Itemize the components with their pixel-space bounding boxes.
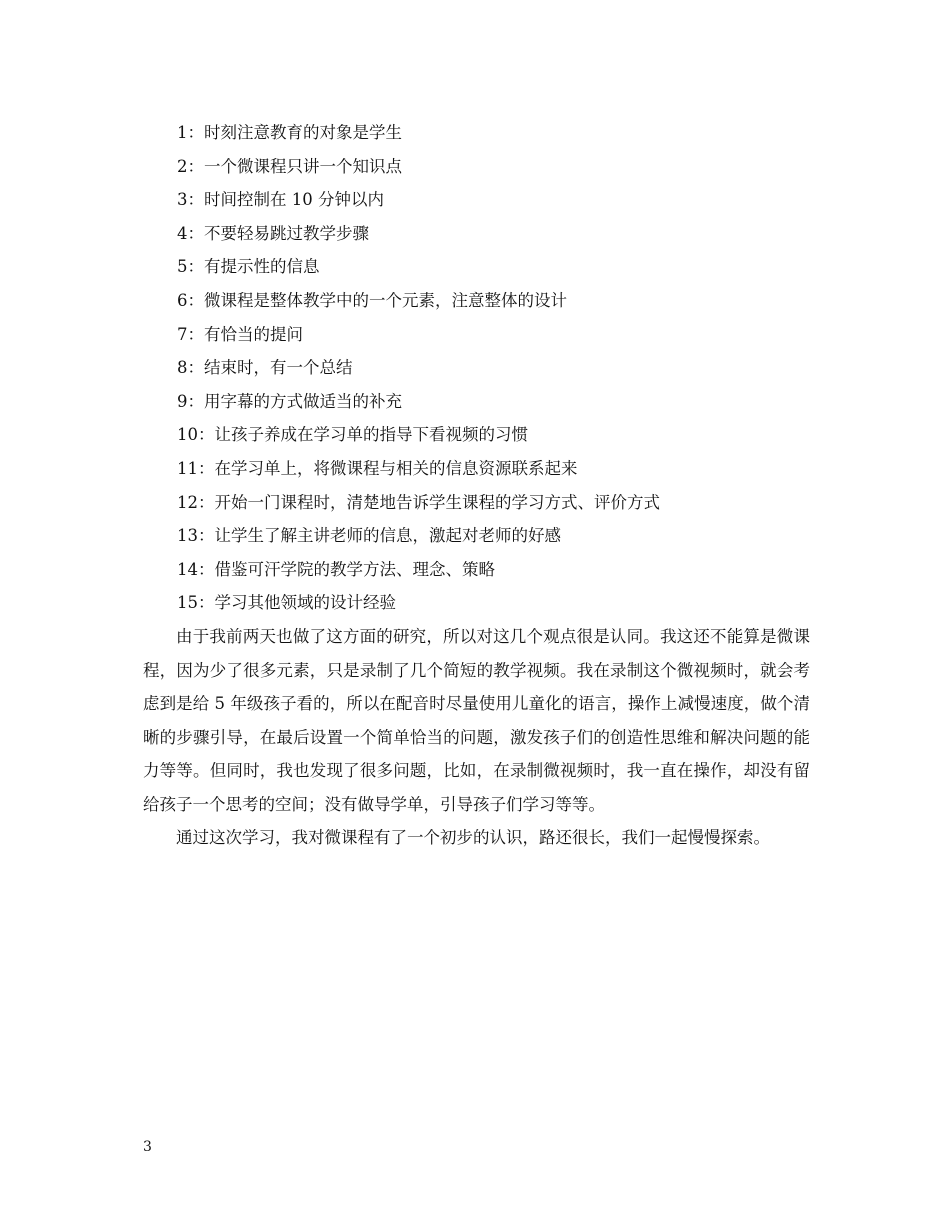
list-item: 1：时刻注意教育的对象是学生 [177,123,402,142]
list-item: 11：在学习单上，将微课程与相关的信息资源联系起来 [177,458,578,478]
list-item: 14：借鉴可汗学院的教学方法、理念、策略 [177,559,495,579]
list-item: 3：时间控制在 10 分钟以内 [177,190,384,210]
paragraph-conclusion: 通过这次学习，我对微课程有了一个初步的认识，路还很长，我们一起慢慢探索。 [176,828,770,847]
list-item: 10：让孩子养成在学习单的指导下看视频的习惯 [177,425,528,445]
list-item: 6：微课程是整体教学中的一个元素，注意整体的设计 [177,290,567,310]
list-item: 4：不要轻易跳过教学步骤 [177,223,369,243]
body-text [143,620,810,855]
list-item: 7：有恰当的提问 [177,324,303,344]
list-item: 8：结束时，有一个总结 [177,358,353,378]
tips-list [177,116,817,620]
list-item: 5：有提示性的信息 [177,257,320,277]
list-item: 2：一个微课程只讲一个知识点 [177,156,402,176]
list-item: 13：让学生了解主讲老师的信息，激起对老师的好感 [177,526,561,546]
list-item: 9：用字幕的方式做适当的补充 [177,391,402,411]
list-item: 12：开始一门课程时，清楚地告诉学生课程的学习方式、评价方式 [177,492,660,512]
paragraph-reflection: 由于我前两天也做了这方面的研究，所以对这几个观点很是认同。我这还不能算是微课程，因为少了很多元素，只是录制了几个简短的教学视频。我在录制这个微视频时，就会考虑到是给 5 年级孩子看的，所以在配音时尽量使用儿童化的语言，操作上减慢速度，做个清晰的步骤引导，在最后设置一个简单恰当的问题，激发孩子们的创造性思维和解决问题的能力等等。但同时，我也发现了很多问题，比如，在录制微视频时，我一直在操作，却没有留给孩子一个思考的空间；没有做导学单，引导孩子们学习等等。 [143,627,810,814]
list-item: 15：学习其他领域的设计经验 [177,593,396,613]
page-number: 3 [143,1139,152,1155]
